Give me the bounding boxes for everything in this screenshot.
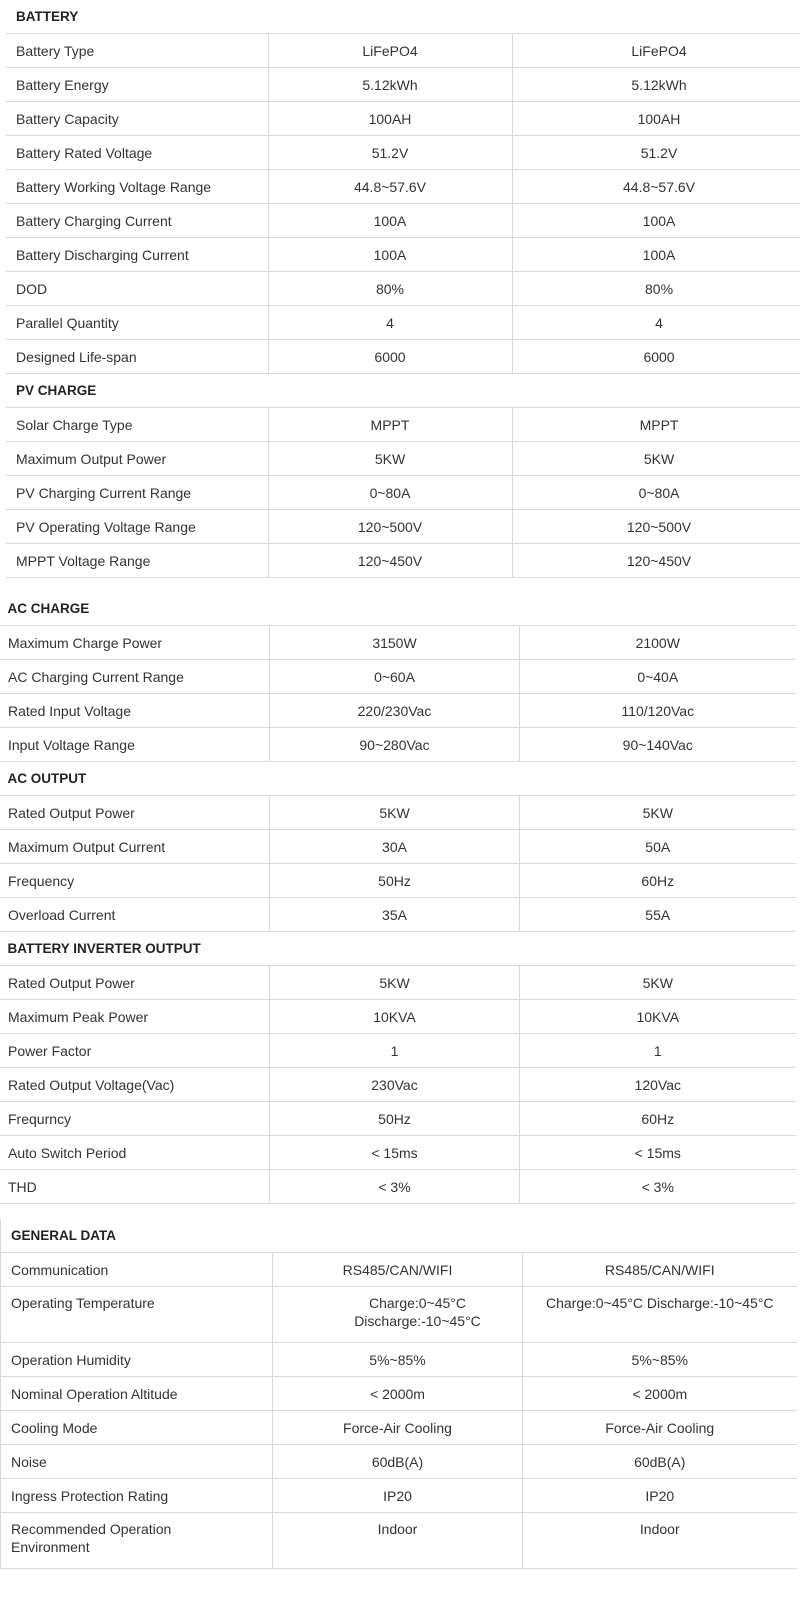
- row-value-a: 120~450V: [268, 544, 512, 578]
- row-value-a: 80%: [268, 272, 512, 306]
- row-value-b: 100AH: [512, 102, 800, 136]
- row-value-b: Force-Air Cooling: [523, 1411, 797, 1445]
- row-label: Maximum Output Power: [6, 442, 268, 476]
- row-label: Noise: [1, 1445, 273, 1479]
- table-row: [0, 966, 796, 1000]
- row-value-b: 55A: [520, 898, 796, 932]
- row-label: Rated Output Power: [0, 796, 270, 830]
- table-row: [6, 204, 800, 238]
- row-label: Battery Discharging Current: [6, 238, 268, 272]
- row-label: THD: [0, 1170, 270, 1204]
- row-value-b: 60Hz: [520, 1102, 796, 1136]
- table-row: [6, 34, 800, 68]
- row-value-b: 1: [520, 1034, 796, 1068]
- table-row: [0, 1034, 796, 1068]
- row-value-a: 5KW: [268, 442, 512, 476]
- row-value-b: 51.2V: [512, 136, 800, 170]
- row-label: Maximum Peak Power: [0, 1000, 270, 1034]
- row-value-b: 5.12kWh: [512, 68, 800, 102]
- row-label: Input Voltage Range: [0, 728, 270, 762]
- row-value-b: 60dB(A): [523, 1445, 797, 1479]
- section-title: BATTERY INVERTER OUTPUT: [0, 932, 796, 966]
- row-label: Rated Output Voltage(Vac): [0, 1068, 270, 1102]
- table-row: [0, 898, 796, 932]
- row-label: Ingress Protection Rating: [1, 1479, 273, 1513]
- row-value-a: 30A: [270, 830, 520, 864]
- row-value-a: < 15ms: [270, 1136, 520, 1170]
- row-value-a: 100A: [268, 238, 512, 272]
- row-value-a: 51.2V: [268, 136, 512, 170]
- row-label: Frequrncy: [0, 1102, 270, 1136]
- row-value-b: IP20: [523, 1479, 797, 1513]
- row-label: PV Operating Voltage Range: [6, 510, 268, 544]
- row-value-a: 5KW: [270, 796, 520, 830]
- table-row: [0, 728, 796, 762]
- table-row: [0, 1136, 796, 1170]
- section-title: BATTERY: [6, 0, 800, 34]
- row-label: Parallel Quantity: [6, 306, 268, 340]
- table-row: [0, 796, 796, 830]
- table-row: [1, 1377, 797, 1411]
- row-label: Operating Temperature: [1, 1287, 273, 1343]
- row-value-a: 4: [268, 306, 512, 340]
- row-value-a: 0~80A: [268, 476, 512, 510]
- spec-table-ac: [0, 592, 796, 1204]
- row-value-a: 35A: [270, 898, 520, 932]
- row-value-a: IP20: [273, 1479, 523, 1513]
- row-value-b: 5KW: [520, 966, 796, 1000]
- row-value-a: < 3%: [270, 1170, 520, 1204]
- table-row: [6, 68, 800, 102]
- row-value-a: 220/230Vac: [270, 694, 520, 728]
- row-value-a: 44.8~57.6V: [268, 170, 512, 204]
- row-value-a: RS485/CAN/WIFI: [273, 1253, 523, 1287]
- spec-table-general: [0, 1219, 797, 1569]
- row-label: Rated Input Voltage: [0, 694, 270, 728]
- row-value-b: 120Vac: [520, 1068, 796, 1102]
- row-value-a: 120~500V: [268, 510, 512, 544]
- row-value-b: 60Hz: [520, 864, 796, 898]
- row-value-b: 10KVA: [520, 1000, 796, 1034]
- row-value-a: 50Hz: [270, 1102, 520, 1136]
- table-row: [1, 1287, 797, 1343]
- table-row: [6, 408, 800, 442]
- table-row: [0, 660, 796, 694]
- row-label: Cooling Mode: [1, 1411, 273, 1445]
- table-row: [0, 864, 796, 898]
- table-row: [1, 1343, 797, 1377]
- section-spacer: [0, 578, 800, 592]
- row-label: Battery Working Voltage Range: [6, 170, 268, 204]
- table-row: [6, 340, 800, 374]
- row-value-b: 110/120Vac: [520, 694, 796, 728]
- row-label: MPPT Voltage Range: [6, 544, 268, 578]
- row-value-b: 6000: [512, 340, 800, 374]
- section-title: AC CHARGE: [0, 592, 796, 626]
- row-value-b: 0~80A: [512, 476, 800, 510]
- row-value-b: < 15ms: [520, 1136, 796, 1170]
- section-header-pv-charge: [6, 374, 800, 408]
- row-value-b: < 3%: [520, 1170, 796, 1204]
- row-label: Power Factor: [0, 1034, 270, 1068]
- row-label: Battery Type: [6, 34, 268, 68]
- row-value-b: 5KW: [512, 442, 800, 476]
- row-value-a: 0~60A: [270, 660, 520, 694]
- table-row: [6, 136, 800, 170]
- row-label: Designed Life-span: [6, 340, 268, 374]
- row-value-b: 0~40A: [520, 660, 796, 694]
- table-row: [6, 238, 800, 272]
- row-value-a: 5%~85%: [273, 1343, 523, 1377]
- row-label: Rated Output Power: [0, 966, 270, 1000]
- row-value-a: 60dB(A): [273, 1445, 523, 1479]
- row-value-a: Force-Air Cooling: [273, 1411, 523, 1445]
- spec-table-battery-pv: [6, 0, 800, 578]
- table-row: [6, 476, 800, 510]
- row-value-b: 100A: [512, 238, 800, 272]
- table-row: [0, 1000, 796, 1034]
- row-label: Frequency: [0, 864, 270, 898]
- table-row: [0, 694, 796, 728]
- row-value-a: 5.12kWh: [268, 68, 512, 102]
- table-row: [6, 102, 800, 136]
- row-value-a: Charge:0~45°C Discharge:-10~45°C: [273, 1287, 523, 1343]
- row-value-a: 5KW: [270, 966, 520, 1000]
- section-header-general-data: [1, 1219, 797, 1253]
- table-row: [6, 544, 800, 578]
- row-value-a: 100AH: [268, 102, 512, 136]
- row-label: PV Charging Current Range: [6, 476, 268, 510]
- row-label: Battery Capacity: [6, 102, 268, 136]
- row-value-b: 4: [512, 306, 800, 340]
- table-row: [1, 1445, 797, 1479]
- section-header-ac-output: [0, 762, 796, 796]
- row-value-b: 120~500V: [512, 510, 800, 544]
- row-value-a: 90~280Vac: [270, 728, 520, 762]
- row-label: Solar Charge Type: [6, 408, 268, 442]
- table-row: [6, 306, 800, 340]
- row-label: Battery Charging Current: [6, 204, 268, 238]
- row-label: Maximum Output Current: [0, 830, 270, 864]
- row-value-a: 3150W: [270, 626, 520, 660]
- table-row: [0, 1170, 796, 1204]
- row-value-b: LiFePO4: [512, 34, 800, 68]
- row-value-a: 230Vac: [270, 1068, 520, 1102]
- table-row: [0, 1102, 796, 1136]
- row-value-b: 5KW: [520, 796, 796, 830]
- table-row: [0, 1068, 796, 1102]
- row-value-a: 100A: [268, 204, 512, 238]
- table-row: [6, 272, 800, 306]
- row-value-b: 90~140Vac: [520, 728, 796, 762]
- row-value-b: 80%: [512, 272, 800, 306]
- row-label: Nominal Operation Altitude: [1, 1377, 273, 1411]
- row-value-a: 1: [270, 1034, 520, 1068]
- row-label: Communication: [1, 1253, 273, 1287]
- row-value-a: Indoor: [273, 1513, 523, 1569]
- row-value-a: 6000: [268, 340, 512, 374]
- table-row: [1, 1253, 797, 1287]
- row-value-b: 100A: [512, 204, 800, 238]
- row-label: DOD: [6, 272, 268, 306]
- row-value-b: Indoor: [523, 1513, 797, 1569]
- table-row: [6, 510, 800, 544]
- row-value-b: 50A: [520, 830, 796, 864]
- row-value-b: RS485/CAN/WIFI: [523, 1253, 797, 1287]
- row-value-a: 10KVA: [270, 1000, 520, 1034]
- section-title: GENERAL DATA: [1, 1219, 797, 1253]
- row-label: Operation Humidity: [1, 1343, 273, 1377]
- row-value-b: MPPT: [512, 408, 800, 442]
- row-value-b: < 2000m: [523, 1377, 797, 1411]
- table-row: [1, 1513, 797, 1569]
- table-row: [6, 170, 800, 204]
- table-row: [1, 1411, 797, 1445]
- section-header-battery-inverter-output: [0, 932, 796, 966]
- row-value-a: 50Hz: [270, 864, 520, 898]
- row-label: Battery Rated Voltage: [6, 136, 268, 170]
- section-title: PV CHARGE: [6, 374, 800, 408]
- row-label: Maximum Charge Power: [0, 626, 270, 660]
- table-row: [0, 626, 796, 660]
- row-label: Overload Current: [0, 898, 270, 932]
- row-label: AC Charging Current Range: [0, 660, 270, 694]
- row-label: Auto Switch Period: [0, 1136, 270, 1170]
- row-value-a: < 2000m: [273, 1377, 523, 1411]
- table-row: [1, 1479, 797, 1513]
- table-row: [0, 830, 796, 864]
- section-header-ac-charge: [0, 592, 796, 626]
- row-value-b: Charge:0~45°C Discharge:-10~45°C: [523, 1287, 797, 1343]
- row-value-b: 5%~85%: [523, 1343, 797, 1377]
- row-value-a: MPPT: [268, 408, 512, 442]
- row-label: Battery Energy: [6, 68, 268, 102]
- row-value-b: 120~450V: [512, 544, 800, 578]
- row-value-b: 44.8~57.6V: [512, 170, 800, 204]
- row-value-b: 2100W: [520, 626, 796, 660]
- section-header-battery: [6, 0, 800, 34]
- row-label: Recommended Operation Environment: [1, 1513, 273, 1569]
- row-value-a: LiFePO4: [268, 34, 512, 68]
- section-title: AC OUTPUT: [0, 762, 796, 796]
- table-row: [6, 442, 800, 476]
